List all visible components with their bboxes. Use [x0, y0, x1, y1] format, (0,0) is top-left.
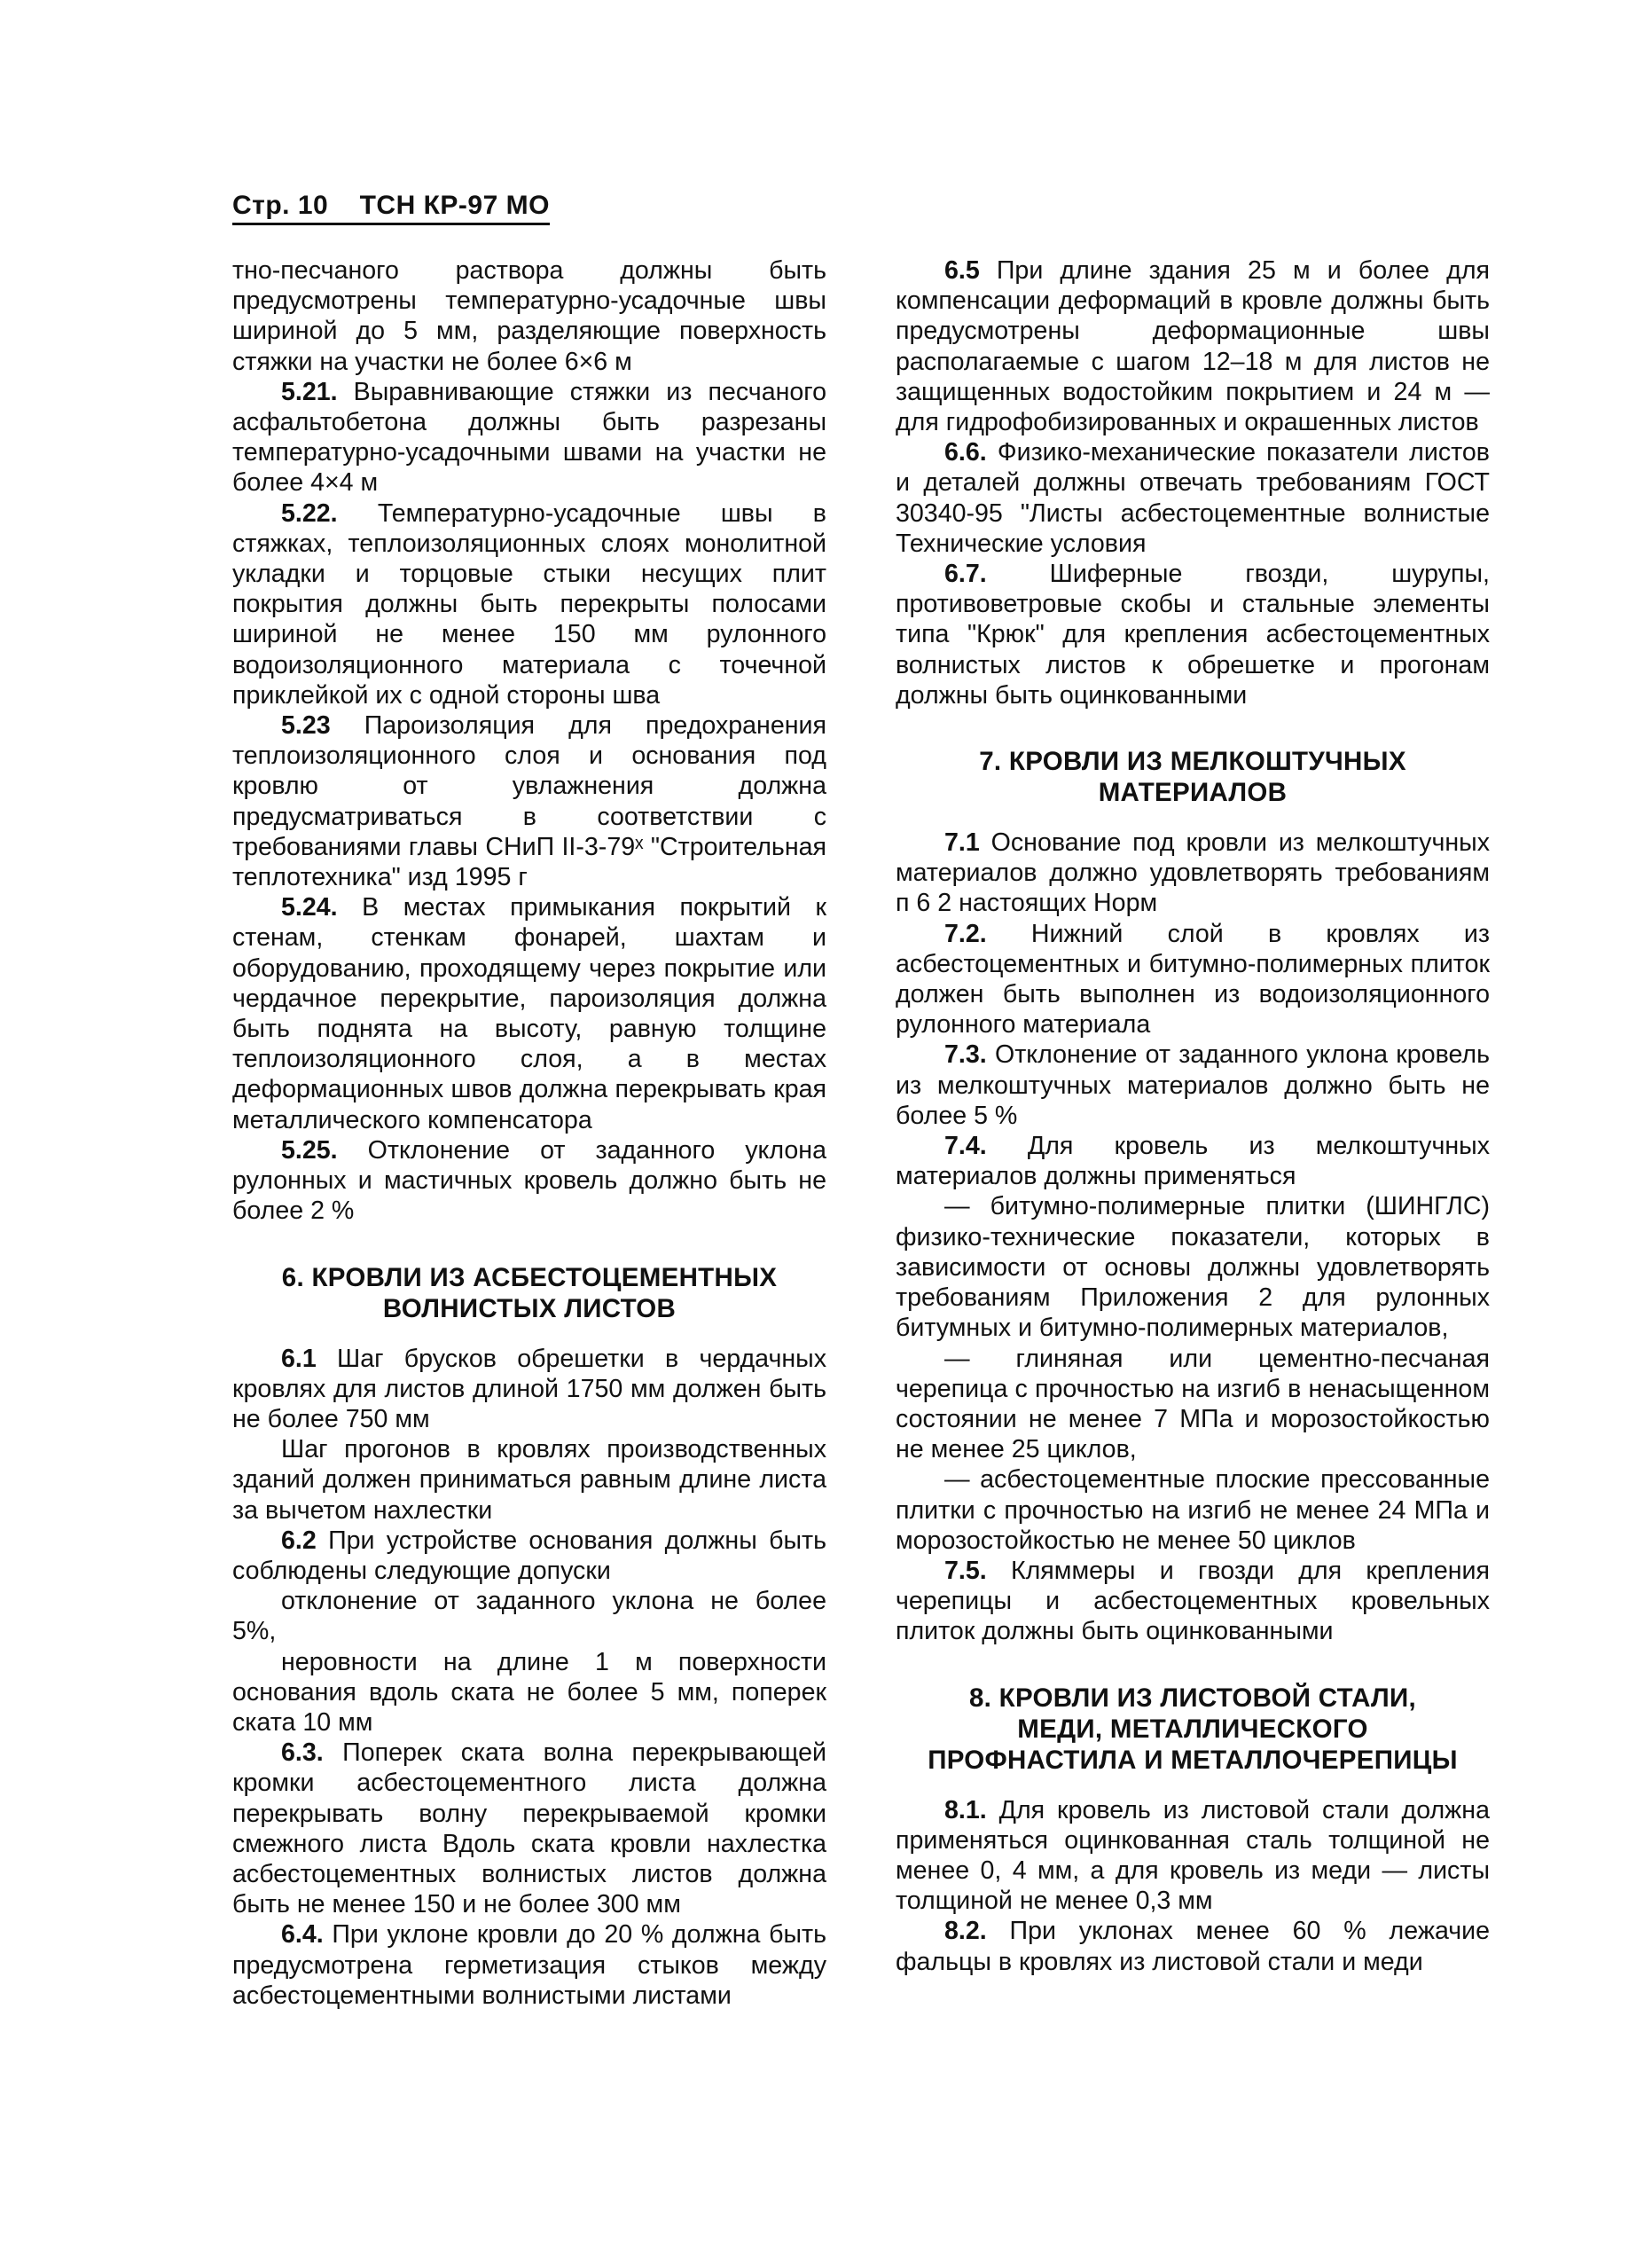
paragraph-7-2: [896, 919, 1490, 1040]
clause-number: 5.22.: [281, 498, 338, 528]
clause-text: При длине здания 25 м и более для компенсации деформаций в кровле должны быть предусмотрены деформационные швы располагаемые с шагом 12–18 м для листов не защищенных водостойким покрытием и 24 м — для гидрофобизированных и окрашенных листов: [896, 256, 1490, 437]
clause-number: 6.5: [944, 256, 980, 285]
clause-number: 7.4.: [944, 1132, 987, 1161]
clause-number: 6.2: [281, 1526, 317, 1555]
clause-text: Шиферные гвозди, шурупы, противоветровые скобы и стальные элементы типа "Крюк" для крепления асбестоцементных волнистых листов к обрешетке и прогонам должны быть оцинкованными: [896, 560, 1490, 710]
clause-number: 6.7.: [944, 560, 987, 589]
clause-number: 5.23: [281, 711, 331, 741]
paragraph-6-2-c: неровности на длине 1 м поверхности основания вдоль ската не более 5 мм, поперек ската 10 мм: [232, 1647, 826, 1737]
clause-number: 5.25.: [281, 1135, 338, 1165]
clause-text: Физико-механические показатели листов и деталей должны отвечать требованиям ГОСТ 30340-95 "Листы асбестоцементные волнистые Технические условия: [896, 438, 1490, 558]
heading-line: ПРОФНАСТИЛА И МЕТАЛЛОЧЕРЕПИЦЫ: [928, 1745, 1458, 1775]
clause-number: 7.2.: [944, 919, 987, 948]
clause-text: Выравнивающие стяжки из песчаного асфальтобетона должны быть разрезаны температурно-усадочными швами на участки не более 4×4 м: [232, 377, 826, 498]
heading-line: 6. КРОВЛИ ИЗ АСБЕСТОЦЕМЕНТНЫХ: [281, 1262, 778, 1292]
right-column: [896, 255, 1490, 1977]
paragraph-8-1: [896, 1795, 1490, 1917]
clause-number: 8.2.: [944, 1917, 987, 1946]
clause-text: Отклонение от заданного уклона кровель из мелкоштучных материалов должно быть не более 5 %: [896, 1040, 1490, 1130]
heading-line: 8. КРОВЛИ ИЗ ЛИСТОВОЙ СТАЛИ,: [968, 1683, 1417, 1713]
paragraph-7-5: [896, 1556, 1490, 1647]
clause-number: 8.1.: [944, 1795, 987, 1824]
clause-number: 7.3.: [944, 1040, 987, 1070]
paragraph-6-1-b: Шаг прогонов в кровлях производственных зданий должен приниматься равным длине листа за вычетом нахлестки: [232, 1435, 826, 1525]
clause-number: 6.4.: [281, 1920, 324, 1950]
page-header: [232, 191, 550, 225]
section-8-heading: [896, 1683, 1490, 1776]
heading-line: ВОЛНИСТЫХ ЛИСТОВ: [382, 1293, 677, 1323]
clause-number: 7.5.: [944, 1556, 987, 1585]
paragraph-7-1: [896, 828, 1490, 919]
paragraph-5-20-continuation: тно-песчаного раствора должны быть предусмотрены температурно-усадочные швы шириной до 5 мм, разделяющие поверхность стяжки на участки не более 6×6 м: [232, 256, 826, 376]
clause-text: Поперек ската волна перекрывающей кромки асбестоцементного листа должна перекрывать волну перекрываемой кромки смежного листа Вдоль ската кровли нахлестка асбестоцементных волнистых листов должна быть не менее 150 и не более 300 мм: [232, 1738, 826, 1919]
paragraph-5-22: [232, 498, 826, 710]
paragraph-8-2: [896, 1916, 1490, 1976]
clause-number: 6.1: [281, 1344, 317, 1373]
clause-text: При уклоне кровли до 20 % должна быть предусмотрена герметизация стыков между асбестоцементными волнистыми листами: [232, 1920, 826, 2010]
paragraph-5-24: [232, 892, 826, 1135]
paragraph-6-1: [232, 1344, 826, 1435]
page-number: Стр. 10: [232, 191, 329, 220]
clause-text: Пароизоляция для предохранения теплоизоляционного слоя и основания под кровлю от увлажнения должна предусматриваться в соответствии с требованиями главы СНиП II-3-79ˣ "Строительная теплотехника" изд 1995 г: [232, 711, 826, 892]
clause-text: Отклонение от заданного уклона рулонных и мастичных кровель должно быть не более 2 %: [232, 1135, 826, 1226]
paragraph-7-4-c: — глиняная или цементно-песчаная черепица с прочностью на изгиб в ненасыщенном состоянии не менее 7 МПа и морозостойкостью не менее 25 циклов,: [896, 1344, 1490, 1464]
paragraph-6-2-b: отклонение от заданного уклона не более 5%,: [232, 1587, 826, 1646]
clause-number: 5.24.: [281, 893, 338, 922]
paragraph-7-4-b: — битумно-полимерные плитки (ШИНГЛС) физико-технические показатели, которых в зависимости от основы должны удовлетворять требованиям Приложения 2 для рулонных битумных и битумно-полимерных материалов,: [896, 1192, 1490, 1343]
paragraph-6-7: [896, 559, 1490, 710]
section-6-heading: [232, 1262, 826, 1324]
clause-text: Для кровель из листовой стали должна применяться оцинкованная сталь толщиной не менее 0, 4 мм, а для кровель из меди — листы толщиной не менее 0,3 мм: [896, 1795, 1490, 1916]
heading-line: МАТЕРИАЛОВ: [1098, 778, 1288, 808]
paragraph-6-4: [232, 1919, 826, 2011]
clause-text: Шаг брусков обрешетки в чердачных кровлях для листов длиной 1750 мм должен быть не более 750 мм: [232, 1344, 826, 1433]
paragraph-5-21: [232, 377, 826, 498]
clause-text: Температурно-усадочные швы в стяжках, теплоизоляционных слоях монолитной укладки и торцовые стыки несущих плит покрытия должны быть перекрыты полосами шириной не менее 150 мм рулонного водоизоляционного материала с точечной приклейкой их с одной стороны шва: [232, 498, 826, 710]
clause-text: При уклонах менее 60 % лежачие фальцы в кровлях из листовой стали и меди: [896, 1917, 1490, 1976]
paragraph-5-25: [232, 1135, 826, 1227]
clause-number: 5.21.: [281, 377, 338, 406]
paragraph-6-2: [232, 1526, 826, 1586]
paragraph-7-3: [896, 1040, 1490, 1131]
paragraph-5-23: [232, 710, 826, 892]
left-column: [232, 255, 826, 2011]
paragraph-7-4-d: — асбестоцементные плоские прессованные плитки с прочностью на изгиб не менее 24 МПа и морозостойкостью не менее 50 циклов: [896, 1465, 1490, 1555]
clause-text: Нижний слой в кровлях из асбестоцементных и битумно-полимерных плиток должен быть выполнен из водоизоляционного рулонного материала: [896, 919, 1490, 1040]
clause-text: При устройстве основания должны быть соблюдены следующие допуски: [232, 1526, 826, 1585]
clause-number: 7.1: [944, 828, 980, 858]
paragraph-6-3: [232, 1738, 826, 1919]
heading-line: МЕДИ, МЕТАЛЛИЧЕСКОГО: [1017, 1714, 1368, 1744]
clause-text: Кляммеры и гвозди для крепления черепицы и асбестоцементных кровельных плиток должны быть оцинкованными: [896, 1556, 1490, 1646]
clause-number: 6.6.: [944, 438, 987, 467]
clause-text: Для кровель из мелкоштучных материалов должны применяться: [896, 1132, 1490, 1191]
section-7-heading: [896, 746, 1490, 808]
document-code: ТСН КР-97 МО: [359, 191, 550, 220]
heading-line: 7. КРОВЛИ ИЗ МЕЛКОШТУЧНЫХ: [979, 747, 1406, 777]
paragraph-6-6: [896, 437, 1490, 559]
paragraph-7-4: [896, 1131, 1490, 1191]
clause-text: В местах примыкания покрытий к стенам, стенкам фонарей, шахтам и оборудованию, проходящему через покрытие или чердачное перекрытие, пароизоляция должна быть поднята на высоту, равную толщине теплоизоляционного слоя, а в местах деформационных швов должна перекрывать края металлического компенсатора: [232, 893, 826, 1134]
paragraph-6-5: [896, 255, 1490, 437]
clause-number: 6.3.: [281, 1738, 324, 1768]
clause-text: Основание под кровли из мелкоштучных материалов должно удовлетворять требованиям п 6 2 настоящих Норм: [896, 828, 1490, 918]
